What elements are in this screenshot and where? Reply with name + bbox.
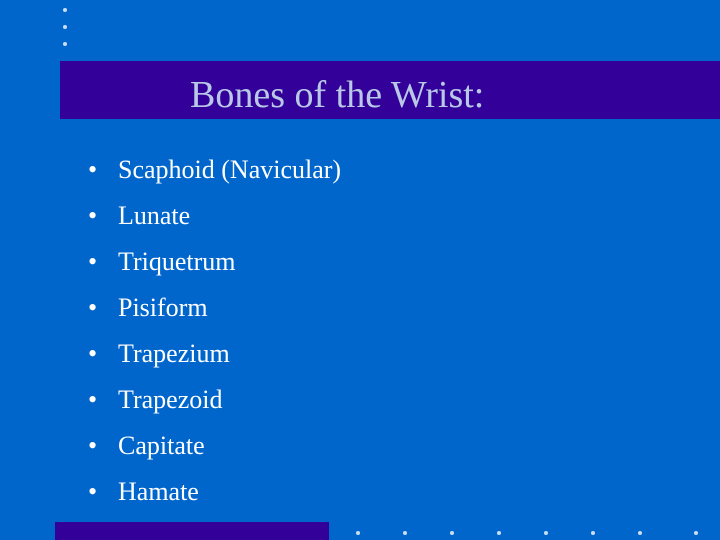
decorative-dot [544,531,548,535]
bullet-text: Triquetrum [118,247,236,276]
bullet-mark: • [88,431,98,460]
decorative-dot [63,8,67,12]
bullet-text: Trapezium [118,339,230,368]
decorative-dot [591,531,595,535]
bullet-item [88,196,341,242]
bullet-item [88,472,341,518]
decorative-dot [694,531,698,535]
decorative-dot [638,531,642,535]
footer-bar [55,522,329,540]
bullet-text: Pisiform [118,293,208,322]
decorative-dot [497,531,501,535]
decorative-dot [356,531,360,535]
bullet-item [88,288,341,334]
decorative-dot [63,42,67,46]
bullet-mark: • [88,247,98,276]
slide-title: Bones of the Wrist: [190,74,485,116]
bullet-mark: • [88,385,98,414]
bullet-item [88,150,341,196]
bullet-text: Hamate [118,477,199,506]
decorative-dot [450,531,454,535]
bullet-mark: • [88,477,98,506]
bullet-list [88,150,341,518]
decorative-dot [63,25,67,29]
bullet-text: Lunate [118,201,191,230]
decorative-dot [403,531,407,535]
bullet-mark: • [88,155,98,184]
bullet-text: Scaphoid (Navicular) [118,155,342,184]
decorative-dots-horizontal [356,531,716,537]
bullet-item [88,426,341,472]
bullet-text: Trapezoid [118,385,223,414]
bullet-item [88,242,341,288]
bullet-mark: • [88,339,98,368]
bullet-mark: • [88,293,98,322]
bullet-item [88,380,341,426]
bullet-mark: • [88,201,98,230]
bullet-item [88,334,341,380]
decorative-dots-vertical [63,8,69,59]
bullet-text: Capitate [118,431,205,460]
